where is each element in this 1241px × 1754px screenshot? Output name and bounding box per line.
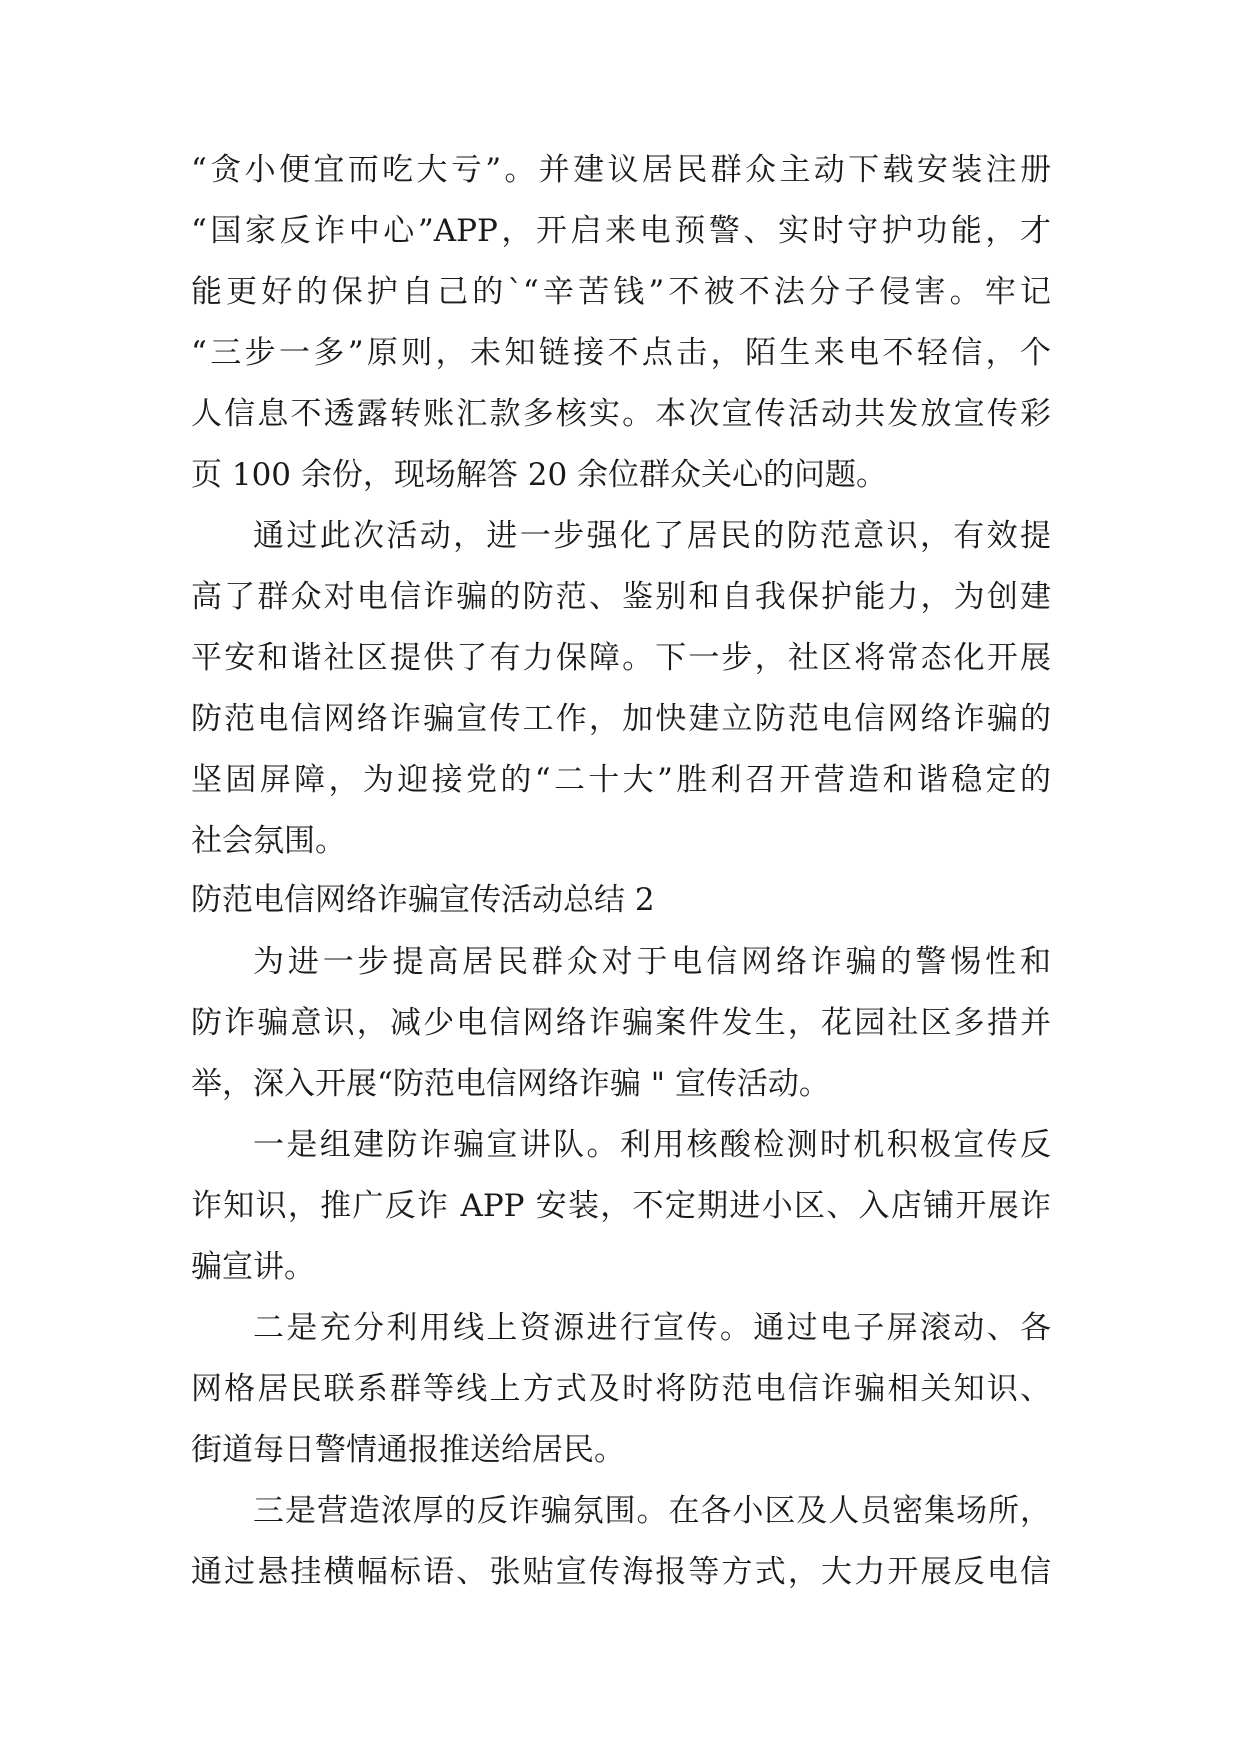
paragraph-line: 街道每日警情通报推送给居民。	[191, 1432, 625, 1468]
paragraph-line: 诈知识，推广反诈 APP 安装，不定期进小区、入店铺开展诈	[191, 1188, 1051, 1224]
paragraph-line: 通过悬挂横幅标语、张贴宣传海报等方式，大力开展反电信	[191, 1554, 1051, 1590]
paragraph-line: 为进一步提高居民群众对于电信网络诈骗的警惕性和	[253, 944, 1051, 980]
paragraph-line: 坚固屏障，为迎接党的“二十大”胜利召开营造和谐稳定的	[191, 762, 1051, 798]
paragraph-line: 举，深入开展“防范电信网络诈骗 " 宣传活动。	[191, 1066, 830, 1102]
paragraph-line: 一是组建防诈骗宣讲队。利用核酸检测时机积极宣传反	[253, 1127, 1051, 1163]
paragraph-line: 骗宣讲。	[191, 1249, 315, 1285]
paragraph-line: 防范电信网络诈骗宣传工作，加快建立防范电信网络诈骗的	[191, 701, 1051, 737]
paragraph-line: 能更好的保护自己的`“辛苦钱”不被不法分子侵害。牢记	[191, 274, 1051, 310]
paragraph-line: 三是营造浓厚的反诈骗氛围。在各小区及人员密集场所，	[253, 1493, 1051, 1529]
paragraph-line: 二是充分利用线上资源进行宣传。通过电子屏滚动、各	[253, 1310, 1051, 1346]
paragraph-line: “国家反诈中心”APP，开启来电预警、实时守护功能，才	[191, 213, 1051, 249]
paragraph-line: 页 100 余份，现场解答 20 余位群众关心的问题。	[191, 457, 888, 493]
paragraph-line: 防诈骗意识，减少电信网络诈骗案件发生，花园社区多措并	[191, 1005, 1051, 1041]
paragraph-line: “三步一多”原则，未知链接不点击，陌生来电不轻信，个	[191, 335, 1051, 371]
paragraph-line: 社会氛围。	[191, 823, 346, 859]
paragraph-line: 通过此次活动，进一步强化了居民的防范意识，有效提	[253, 518, 1051, 554]
paragraph-line: “贪小便宜而吃大亏”。并建议居民群众主动下载安装注册	[191, 152, 1051, 188]
section-heading: 防范电信网络诈骗宣传活动总结 2	[191, 882, 655, 918]
paragraph-line: 网格居民联系群等线上方式及时将防范电信诈骗相关知识、	[191, 1371, 1051, 1407]
paragraph-line: 高了群众对电信诈骗的防范、鉴别和自我保护能力，为创建	[191, 579, 1051, 615]
paragraph-line: 人信息不透露转账汇款多核实。本次宣传活动共发放宣传彩	[191, 396, 1051, 432]
paragraph-line: 平安和谐社区提供了有力保障。下一步，社区将常态化开展	[191, 640, 1051, 676]
